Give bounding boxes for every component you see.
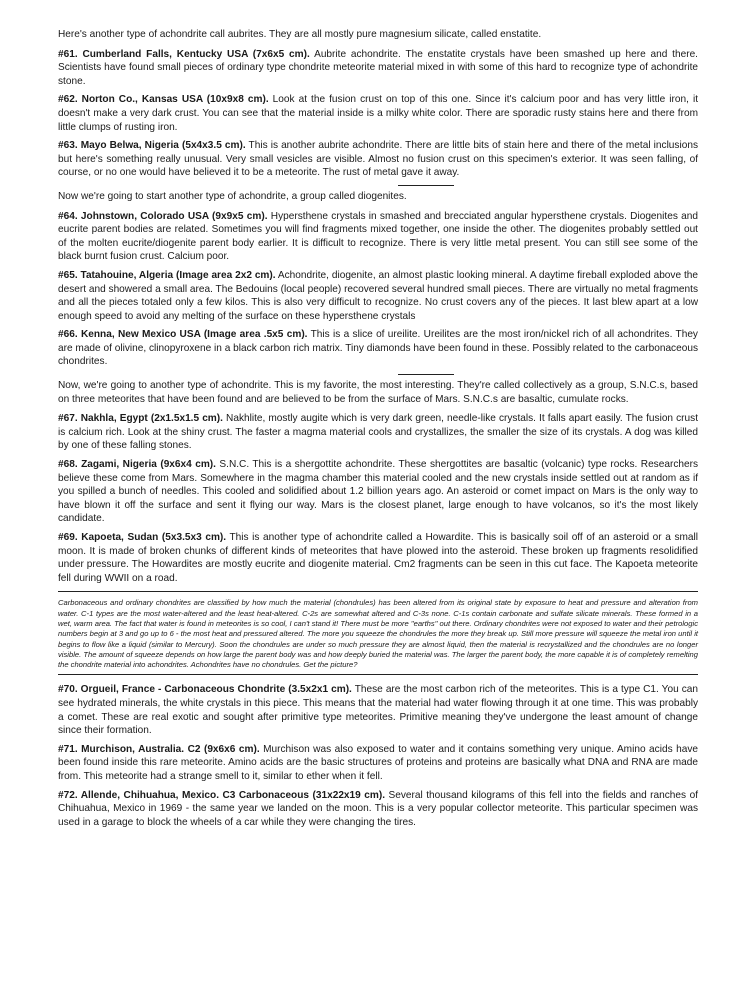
intro-aubrites: Here's another type of achondrite call aubrites. They are all mostly pure magnesium silicate, called enstatite. [58,29,542,40]
entry-title: #65. Tatahouine, Algeria (Image area 2x2 cm). [58,269,276,281]
chondrite-note-box [58,591,698,675]
entry-64 [58,210,698,264]
entry-72 [58,789,698,830]
entry-70 [58,683,698,737]
document-page [58,28,698,834]
entry-text: This is a slice of ureilite. Ureilites are the most iron/nickel rich of all achondrites. They are made of olivine, clinopyroxene in a black carbon rich matrix. Tiny diamonds have been found in these. Possibly related to the carbonaceous chondrites. [58,329,698,368]
entry-text: This is another type of achondrite called a Howardite. This is basically soil off of an asteroid or a small moon. It is made of broken chunks of different kinds of meteorites that have plowed into the asteroid. These broken up fragments resolidified under pressure. The Howardites are mostly eucrite and diogenite material. Cm2 fragments can be seen in this cut face. The Kapoeta meteorite fell during WWII on a road. [58,532,698,584]
entry-text: Aubrite achondrite. The enstatite crystals have been smashed up here and there. Scientists have found small pieces of ordinary type chondrite meteorite material mixed in with some of this hard to recognize type of achondrite stone. [58,48,698,87]
entry-63 [58,139,698,180]
entry-65 [58,269,698,323]
entry-66 [58,328,698,369]
entry-text: This is another aubrite achondrite. There are little bits of stain here and there of the metal inclusions but here's something really unusual. Very small vesicles are visible. Almost no fusion crust on this specimen's exterior. It was seen falling, of course, or no one would have believed it to be a meteorite. The rust of metal gave it away. [58,140,698,179]
entry-text: Look at the fusion crust on top of this one. Since it's calcium poor and has very little iron, it doesn't make a very dark crust. You can see that the material inside is a milky white color. There are sporadic rusty stains here and there from little clumps of rusting iron. [58,94,698,133]
entry-62 [58,93,698,134]
entry-title: #63. Mayo Belwa, Nigeria (5x4x3.5 cm). [58,140,246,152]
intro-snc: Now, we're going to another type of achondrite. This is my favorite, the most interesting. They're called collectively as a group, S.N.C.s, based on three meteorites that have been found and are believed to be from the surface of Mars. S.N.C.s are basaltic, cumulate rocks. [58,380,698,405]
entry-61 [58,48,698,89]
entry-title: #71. Murchison, Australia. C2 (9x6x6 cm). [58,743,260,755]
entry-title: #66. Kenna, New Mexico USA (Image area .5x5 cm). [58,329,308,341]
entry-text: Several thousand kilograms of this fell into the fields and ranches of Chihuahua, Mexico in 1969 - the same year we landed on the moon. This is a very popular collector meteorite. This particular specimen was used in a garage to block the wheels of a car while they were changing the tires. [58,789,698,828]
entry-text: Murchison was also exposed to water and it contains something very unique. Amino acids have been found inside this rare meteorite. Amino acids are the basic structures of proteins and proteins are basically what DNA and RNA are made from. This meteorite had a strange smell to it, similar to ether when it fell. [58,743,698,783]
entry-title: #69. Kapoeta, Sudan (5x3.5x3 cm). [58,532,227,543]
entry-title: #61. Cumberland Falls, Kentucky USA (7x6x5 cm). [58,48,310,60]
intro-diogenites: Now we're going to start another type of achondrite, a group called diogenites. [58,190,407,202]
chondrite-note: Carbonaceous and ordinary chondrites are classified by how much the material (chondrules) has been altered from its original state by exposure to heat and pressure and alteration from water. C-1 types are the most water-altered and the least heat-altered. C-2s are somewhat altered and C-3s none. C-1s contain carbonate and sulfate silicate minerals. These formed in a wet, warm area. The fact that water is found in meteorites is so cool, I can't stand it! There must be more "earths" out there. Ordinary chondrites were not exposed to water and their petrologic numbers begin at 3 and go up to 6 - the most heat and pressured altered. The more you squeeze the chondrules the more they break up. Still more pressure will squeeze the metal iron until it begins to flow like a liquid (similar to Mercury). Soon the chondrules are under so much pressure they are almost liquid, then the material is recrystallized and the chondrules are no longer visible. The amount of squeeze depends on how large the parent body was and how deeply buried the material was. The larger the parent body, the more capable it is of completely remelting the chondrite material into achondrites. Achondrites have no chondrules. Get the picture? [58,591,698,675]
entry-title: #62. Norton Co., Kansas USA (10x9x8 cm). [58,94,269,106]
entry-text: Nakhlite, mostly augite which is very dark green, needle-like crystals. It falls apart easily. The fusion crust is calcium rich. Look at the shiny crust. The faster a magma material cools and crystallizes, the smaller the size of its crystals. A dog was killed by one of these falling stones. [58,413,699,452]
entry-71 [58,743,698,784]
entry-text: These are the most carbon rich of the meteorites. This is a type C1. You can see hydrated minerals, the white crystals in this piece. This means that the material had water flowing through it at one time. This was probably a comet. These are real exotic and sought after primitive type meteorites. Primitive meaning they've undergone the least amount of change since their formation. [58,684,698,737]
entry-68 [58,458,698,526]
entry-title: #64. Johnstown, Colorado USA (9x9x5 cm). [58,210,268,222]
entry-title: #70. Orgueil, France - Carbonaceous Chondrite (3.5x2x1 cm). [58,684,352,696]
entry-text: S.N.C. This is a shergottite achondrite. These shergottites are basaltic (volcanic) type rocks. Researchers believe these come from Mars. Somewhere in the magma chamber this material cooled and the new crystals inside settled out at random as if you spilled a bunch of needles. This cooled and solidified about 1.2 billion years ago. An asteroid or comet impact on Mars is the only way to have blown it off the surface and sent it flying our way. Mars is the closest planet, large enough to have volcanos, so it's the most likely candidate. [58,459,698,525]
entry-title: #67. Nakhla, Egypt (2x1.5x1.5 cm). [58,413,223,425]
entry-text: Achondrite, diogenite, an almost plastic looking mineral. A daytime fireball exploded above the desert and showered a small area. The Bedouins (local people) recovered several hundred small pieces. There are virtually no metal fragments and all the pieces totaled only a few kilos. This is also very difficult to recognize. No crust covers any of the pieces. It last blew apart at a low enough speed to avoid any melting of the surface on these hypersthene crystals [58,269,698,322]
entry-title: #72. Allende, Chihuahua, Mexico. C3 Carbonaceous (31x22x19 cm). [58,789,386,801]
entry-title: #68. Zagami, Nigeria (9x6x4 cm). [58,459,216,471]
entry-text: Hypersthene crystals in smashed and brecciated angular hypersthene crystals. Diogenites and eucrite parent bodies are related. Sometimes you will find fragments mixed together, one inside the other. The diogenites probably settled out of the molten eucrite/diogenite parent body earlier. It is difficult to recognize. There is very little metal present. You can still see some of the black burnt fusion crust. Calcium poor. [58,210,698,263]
entry-67 [58,412,698,453]
entry-69 [58,531,698,585]
